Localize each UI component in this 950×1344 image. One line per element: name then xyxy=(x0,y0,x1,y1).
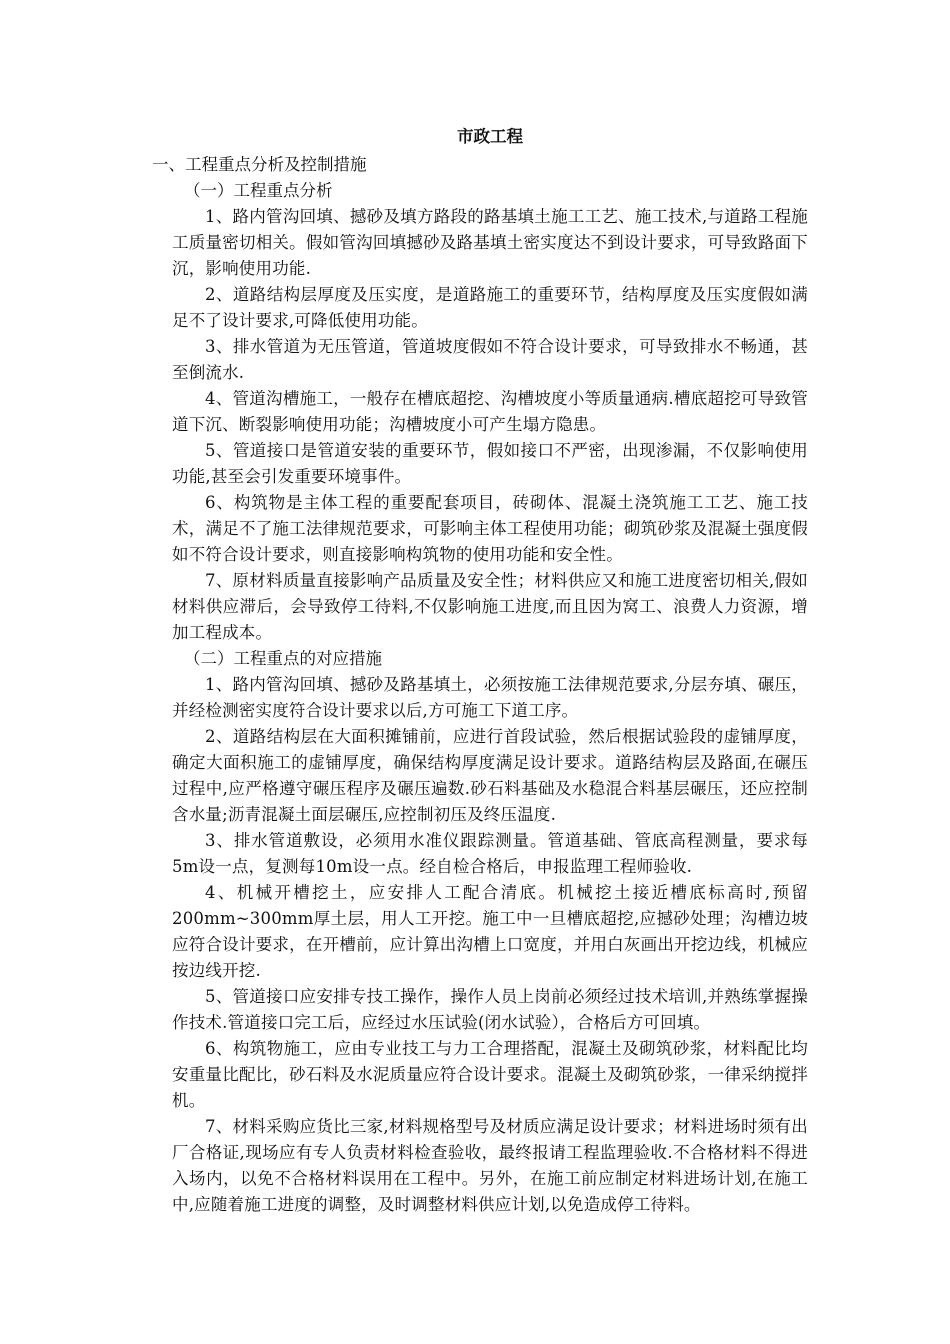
section-heading: 一、工程重点分析及控制措施 xyxy=(152,155,367,174)
measures-paragraph: 4、机械开槽挖土，应安排人工配合清底。机械挖土接近槽底标高时,预留200mm~300mm厚土层，用人工开挖。施工中一旦槽底超挖,应撼砂处理；沟槽边坡应符合设计要求，在开槽前，应计算出沟槽上口宽度，并用白灰画出开挖边线，机械应按边线开挖. xyxy=(172,883,808,980)
analysis-paragraph: 3、排水管道为无压管道，管道坡度假如不符合设计要求，可导致排水不畅通，甚至倒流水. xyxy=(172,337,808,382)
measures-paragraph: 1、路内管沟回填、撼砂及路基填土，必须按施工法律规范要求,分层夯填、碾压，并经检测密实度符合设计要求以后,方可施工下道工序。 xyxy=(172,675,808,720)
measures-paragraph: 7、材料采购应货比三家,材料规格型号及材质应满足设计要求；材料进场时须有出厂合格证,现场应有专人负责材料检查验收，最终报请工程监理验收.不合格材料不得进入场内，以免不合格材料误用在工程中。另外，在施工前应制定材料进场计划,在施工中,应随着施工进度的调整，及时调整材料供应计划,以免造成停工待料。 xyxy=(172,1117,808,1214)
document-title: 市政工程 xyxy=(457,127,523,146)
subsection-heading-analysis: （一）工程重点分析 xyxy=(184,181,333,200)
measures-paragraph: 5、管道接口应安排专技工操作，操作人员上岗前必须经过技术培训,并熟练掌握操作技术.管道接口完工后，应经过水压试验(闭水试验），合格后方可回填。 xyxy=(172,987,808,1032)
measures-paragraph: 3、排水管道敷设，必须用水准仪跟踪测量。管道基础、管底高程测量，要求每5m设一点，复测每10m设一点。经自检合格后，申报监理工程师验收. xyxy=(172,831,808,876)
analysis-paragraph: 7、原材料质量直接影响产品质量及安全性；材料供应又和施工进度密切相关,假如材料供应滞后，会导致停工待料,不仅影响施工进度,而且因为窝工、浪费人力资源，增加工程成本。 xyxy=(172,571,808,642)
document-page xyxy=(152,122,808,1218)
analysis-paragraph: 1、路内管沟回填、撼砂及填方路段的路基填土施工工艺、施工技术,与道路工程施工质量密切相关。假如管沟回填撼砂及路基填土密实度达不到设计要求，可导致路面下沉，影响使用功能. xyxy=(172,207,808,278)
analysis-paragraph: 2、道路结构层厚度及压实度，是道路施工的重要环节，结构厚度及压实度假如满足不了设计要求,可降低使用功能。 xyxy=(172,285,808,330)
analysis-paragraph: 4、管道沟槽施工，一般存在槽底超挖、沟槽坡度小等质量通病.槽底超挖可导致管道下沉、断裂影响使用功能；沟槽坡度小可产生塌方隐患。 xyxy=(172,389,808,434)
measures-paragraph: 2、道路结构层在大面积摊铺前，应进行首段试验，然后根据试验段的虚铺厚度，确定大面积施工的虚铺厚度，确保结构厚度满足设计要求。道路结构层及路面,在碾压过程中,应严格遵守碾压程序及碾压遍数.砂石料基础及水稳混合料基层碾压，还应控制含水量;沥青混凝土面层碾压,应控制初压及终压温度. xyxy=(172,727,808,824)
subsection-heading-measures: （二）工程重点的对应措施 xyxy=(184,649,382,668)
analysis-paragraph: 5、管道接口是管道安装的重要环节，假如接口不严密，出现渗漏，不仅影响使用功能,甚至会引发重要环境事件。 xyxy=(172,441,808,486)
analysis-paragraph: 6、构筑物是主体工程的重要配套项目，砖砌体、混凝土浇筑施工工艺、施工技术，满足不了施工法律规范要求，可影响主体工程使用功能；砌筑砂浆及混凝土强度假如不符合设计要求，则直接影响构筑物的使用功能和安全性。 xyxy=(172,493,808,564)
measures-paragraph: 6、构筑物施工，应由专业技工与力工合理搭配，混凝土及砌筑砂浆，材料配比均安重量比配比，砂石料及水泥质量应符合设计要求。混凝土及砌筑砂浆，一律采纳搅拌机。 xyxy=(172,1039,808,1110)
